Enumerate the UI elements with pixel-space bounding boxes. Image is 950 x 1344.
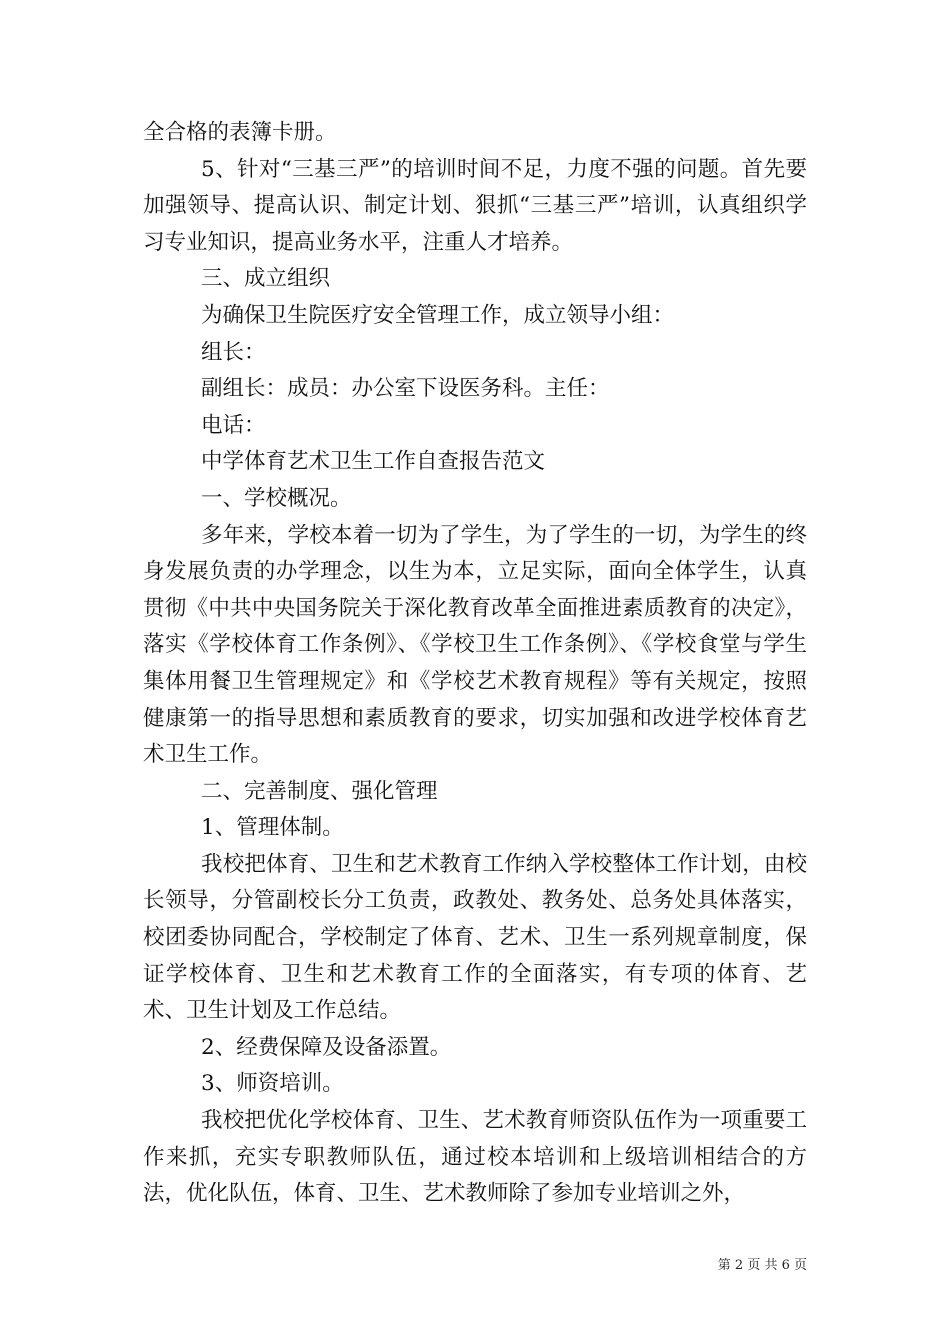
paragraph-10: 多年来，学校本着一切为了学生，为了学生的一切，为学生的终身发展负责的办学理念，以生为本，立足实际，面向全体学生，认真贯彻《中共中央国务院关于深化教育改革全面推进素质教育的决定》，落实《学校体育工作条例》、《学校卫生工作条例》、《学校食堂与学生集体用餐卫生管理规定》和《学校艺术教育规程》等有关规定，按照健康第一的指导思想和素质教育的要求，切实加强和改进学校体育艺术卫生工作。	[143, 522, 807, 768]
document-body	[143, 115, 807, 1213]
paragraph-16: 我校把优化学校体育、卫生、艺术教育师资队伍作为一项重要工作来抓，充实专职教师队伍，通过校本培训和上级培训相结合的方法，优化队伍，体育、卫生、艺术教师除了参加专业培训之外，	[143, 1108, 807, 1207]
paragraph-4: 为确保卫生院医疗安全管理工作，成立领导小组：	[201, 302, 675, 328]
subheading-funding: 2、经费保障及设备添置。	[201, 1034, 452, 1060]
paragraph-leader: 组长：	[201, 339, 266, 365]
paragraph-deputy-leader: 副组长：成员：办公室下设医务科。主任：	[201, 376, 610, 402]
subheading-management-system: 1、管理体制。	[201, 815, 344, 841]
paragraph-phone: 电话：	[201, 412, 266, 438]
paragraph-2: 5、针对“三基三严”的培训时间不足，力度不强的问题。首先要加强领导、提高认识、制定计划、狠抓“三基三严”培训，认真组织学习专业知识，提高业务水平，注重人才培养。	[143, 156, 807, 255]
subheading-teacher-training: 3、师资培训。	[201, 1071, 344, 1097]
document-subtitle: 中学体育艺术卫生工作自查报告范文	[201, 449, 546, 475]
page-number: 第 2 页 共 6 页	[717, 1258, 807, 1273]
section-heading-organization: 三、成立组织	[201, 266, 331, 292]
section-heading-school-overview: 一、学校概况。	[201, 485, 352, 511]
section-heading-management: 二、完善制度、强化管理	[201, 778, 438, 804]
paragraph-13: 我校把体育、卫生和艺术教育工作纳入学校整体工作计划，由校长领导，分管副校长分工负责，政教处、教务处、总务处具体落实，校团委协同配合，学校制定了体育、艺术、卫生一系列规章制度，保证学校体育、卫生和艺术教育工作的全面落实，有专项的体育、艺术、卫生计划及工作总结。	[143, 851, 807, 1024]
paragraph-1: 全合格的表簿卡册。	[143, 120, 337, 145]
